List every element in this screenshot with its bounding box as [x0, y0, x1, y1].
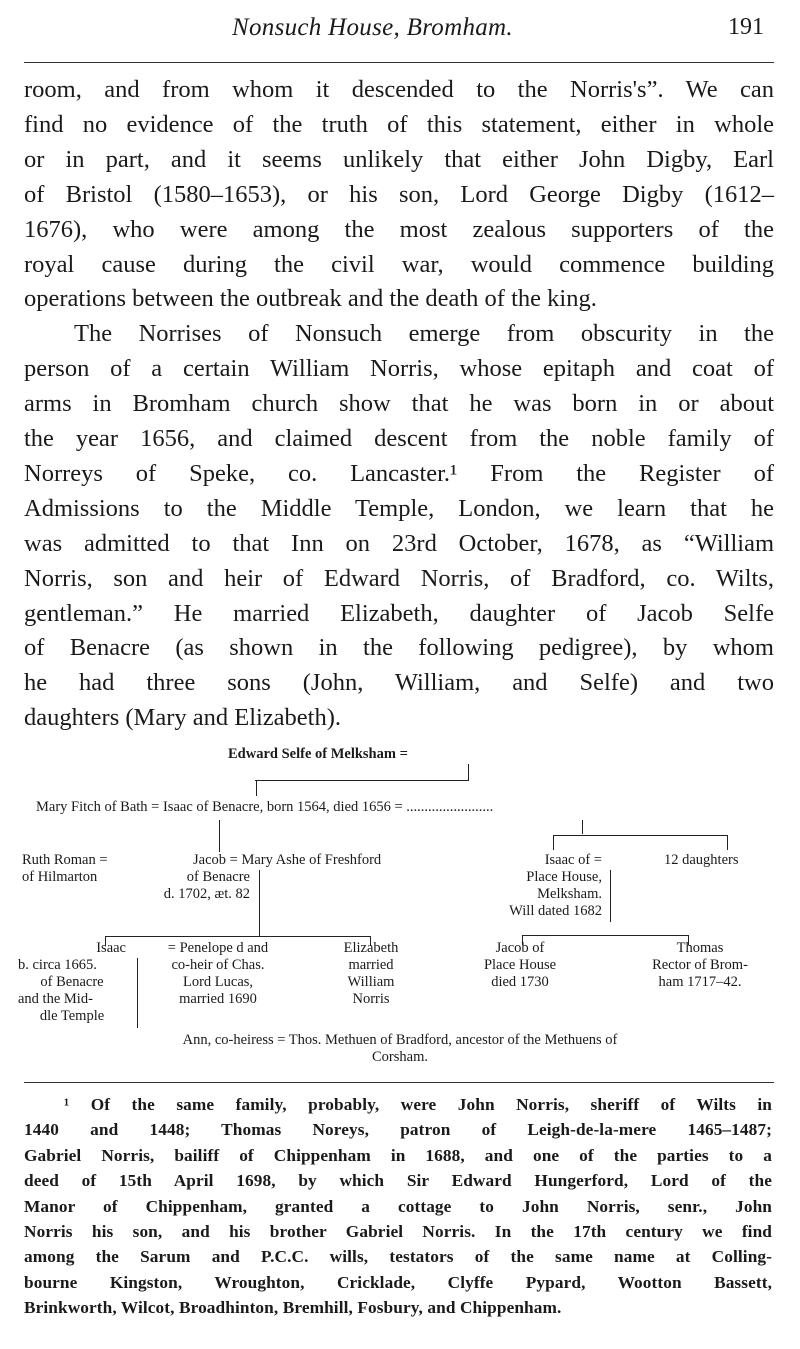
body-line: operations between the outbreak and the death of the king. [24, 285, 597, 313]
body-line: the year 1656, and claimed descent from the noble family of [24, 425, 774, 452]
ped-line [259, 870, 260, 936]
ped-12-daughters: 12 daughters [664, 852, 739, 868]
ped-line [468, 764, 469, 780]
ped-text: William [347, 974, 395, 990]
ped-isaac-of-benacre-row: Mary Fitch of Bath = Isaac of Benacre, born 1564, died 1656 = ........................ [36, 799, 494, 815]
ped-text: Isaac of = [544, 852, 602, 868]
body-line: The Norrises of Nonsuch emerge from obscurity in the [74, 320, 774, 348]
ped-text: Thomas [676, 940, 724, 956]
ped-text: Place House, [526, 869, 602, 885]
body-line: room, and from whom it descended to the Norris's”. We can [24, 76, 774, 103]
page-number: 191 [728, 14, 764, 40]
ped-text: Melksham. [537, 886, 602, 902]
ped-elizabeth [316, 940, 426, 1008]
ped-text: Place House [483, 957, 557, 973]
ped-thomas [622, 940, 778, 991]
ped-line [582, 820, 583, 834]
ped-text: dle Temple [39, 1008, 105, 1024]
running-title: Nonsuch House, Bromham. [232, 14, 513, 41]
ped-jacob: Jacob = Mary Ashe of Freshford [193, 852, 382, 868]
ped-text: Will dated 1682 [509, 903, 602, 919]
ped-line [553, 835, 728, 836]
ped-penelope [128, 940, 308, 1008]
ped-line [522, 935, 688, 936]
ped-text: of Benacre [40, 974, 104, 990]
footnote-line: Norris his son, and his brother Gabriel Norris. In the 17th century we find [24, 1222, 772, 1241]
ped-ann-co-heiress [60, 1032, 740, 1066]
ped-ruth-roman [22, 852, 108, 886]
footnote-line: 1440 and 1448; Thomas Noreys, patron of Leigh-de-la-mere 1465–1487; [24, 1120, 772, 1140]
body-line: 1676), who were among the most zealous supporters of the [24, 215, 774, 243]
ped-jacob-detail [110, 869, 250, 903]
body-line: Norris, son and heir of Edward Norris, of Bradford, co. Wilts, [24, 564, 774, 592]
body-line: Admissions to the Middle Temple, London, we learn that he [24, 494, 774, 522]
body-line: of Benacre (as shown in the following pedigree), by whom [24, 634, 774, 662]
footnote-rule [24, 1082, 774, 1083]
ped-text: of Hilmarton [22, 869, 98, 885]
ped-text: Lord Lucas, [182, 974, 254, 990]
footnote-line: Manor of Chippenham, granted a cottage to John Norris, senr., John [24, 1196, 772, 1216]
header-rule [24, 62, 774, 63]
ped-isaac-junior [18, 940, 126, 1025]
ped-text: of Benacre [186, 869, 250, 885]
ped-text: died 1730 [491, 974, 549, 990]
ped-text: married [348, 957, 394, 973]
ped-text: co-heir of Chas. [171, 957, 265, 973]
ped-edward-selfe: Edward Selfe of Melksham = [228, 746, 408, 762]
footnote-line: among the Sarum and P.C.C. wills, testators of the same name at Colling- [24, 1247, 772, 1267]
footnote-line: Gabriel Norris, bailiff of Chippenham in 1688, and one of the parties to a [24, 1145, 772, 1165]
body-line: was admitted to that Inn on 23rd October, 1678, as “William [24, 529, 774, 557]
ped-text: Isaac [96, 940, 126, 956]
footnote-line: Brinkworth, Wilcot, Broadhinton, Bremhill, Fosbury, and Chippenham. [24, 1298, 562, 1318]
body-line: arms in Bromham church show that he was born in or about [24, 390, 774, 418]
ped-line [727, 836, 728, 850]
ped-text: Rector of Brom- [652, 957, 748, 973]
ped-line [105, 936, 370, 937]
body-line: or in part, and it seems unlikely that either John Digby, Earl [24, 145, 774, 173]
ped-text: b. circa 1665. [18, 957, 97, 973]
ped-line [610, 870, 611, 922]
ped-isaac-place-house [460, 852, 602, 920]
body-line: daughters (Mary and Elizabeth). [24, 704, 342, 732]
ped-text: Ann, co-heiress = Thos. Methuen of Bradford, ancestor of the Methuens of [182, 1032, 618, 1048]
ped-line [255, 780, 469, 781]
ped-line [219, 820, 220, 852]
ped-text: and the Mid- [18, 991, 93, 1007]
ped-text: = Penelope d and [167, 940, 269, 956]
body-line: royal cause during the civil war, would commence building [24, 250, 774, 278]
ped-text: Jacob of [495, 940, 545, 956]
body-line: find no evidence of the truth of this statement, either in whole [24, 110, 774, 138]
body-line: he had three sons (John, William, and Selfe) and two [24, 669, 774, 697]
ped-text: Corsham. [372, 1049, 428, 1065]
ped-text: married 1690 [179, 991, 257, 1007]
body-line: of Bristol (1580–1653), or his son, Lord George Digby (1612– [24, 180, 774, 208]
ped-jacob-place-house [455, 940, 585, 991]
ped-text: Elizabeth [343, 940, 399, 956]
body-line: person of a certain William Norris, whose epitaph and coat of [24, 355, 774, 383]
ped-text: Ruth Roman = [22, 852, 108, 868]
footnote-line: deed of 15th April 1698, by which Sir Edward Hungerford, Lord of the [24, 1171, 772, 1191]
ped-text: Norris [352, 991, 390, 1007]
footnote-line: bourne Kingston, Wroughton, Cricklade, Clyffe Pypard, Wootton Bassett, [24, 1272, 772, 1292]
ped-text: d. 1702, æt. 82 [163, 886, 250, 902]
body-line: gentleman.” He married Elizabeth, daughter of Jacob Selfe [24, 599, 774, 627]
ped-text: ham 1717–42. [658, 974, 742, 990]
ped-line [553, 836, 554, 850]
body-line: Norreys of Speke, co. Lancaster.¹ From the Register of [24, 459, 774, 487]
footnote-line: ¹ Of the same family, probably, were John Norris, sheriff of Wilts in [64, 1095, 772, 1114]
ped-line [256, 780, 257, 796]
